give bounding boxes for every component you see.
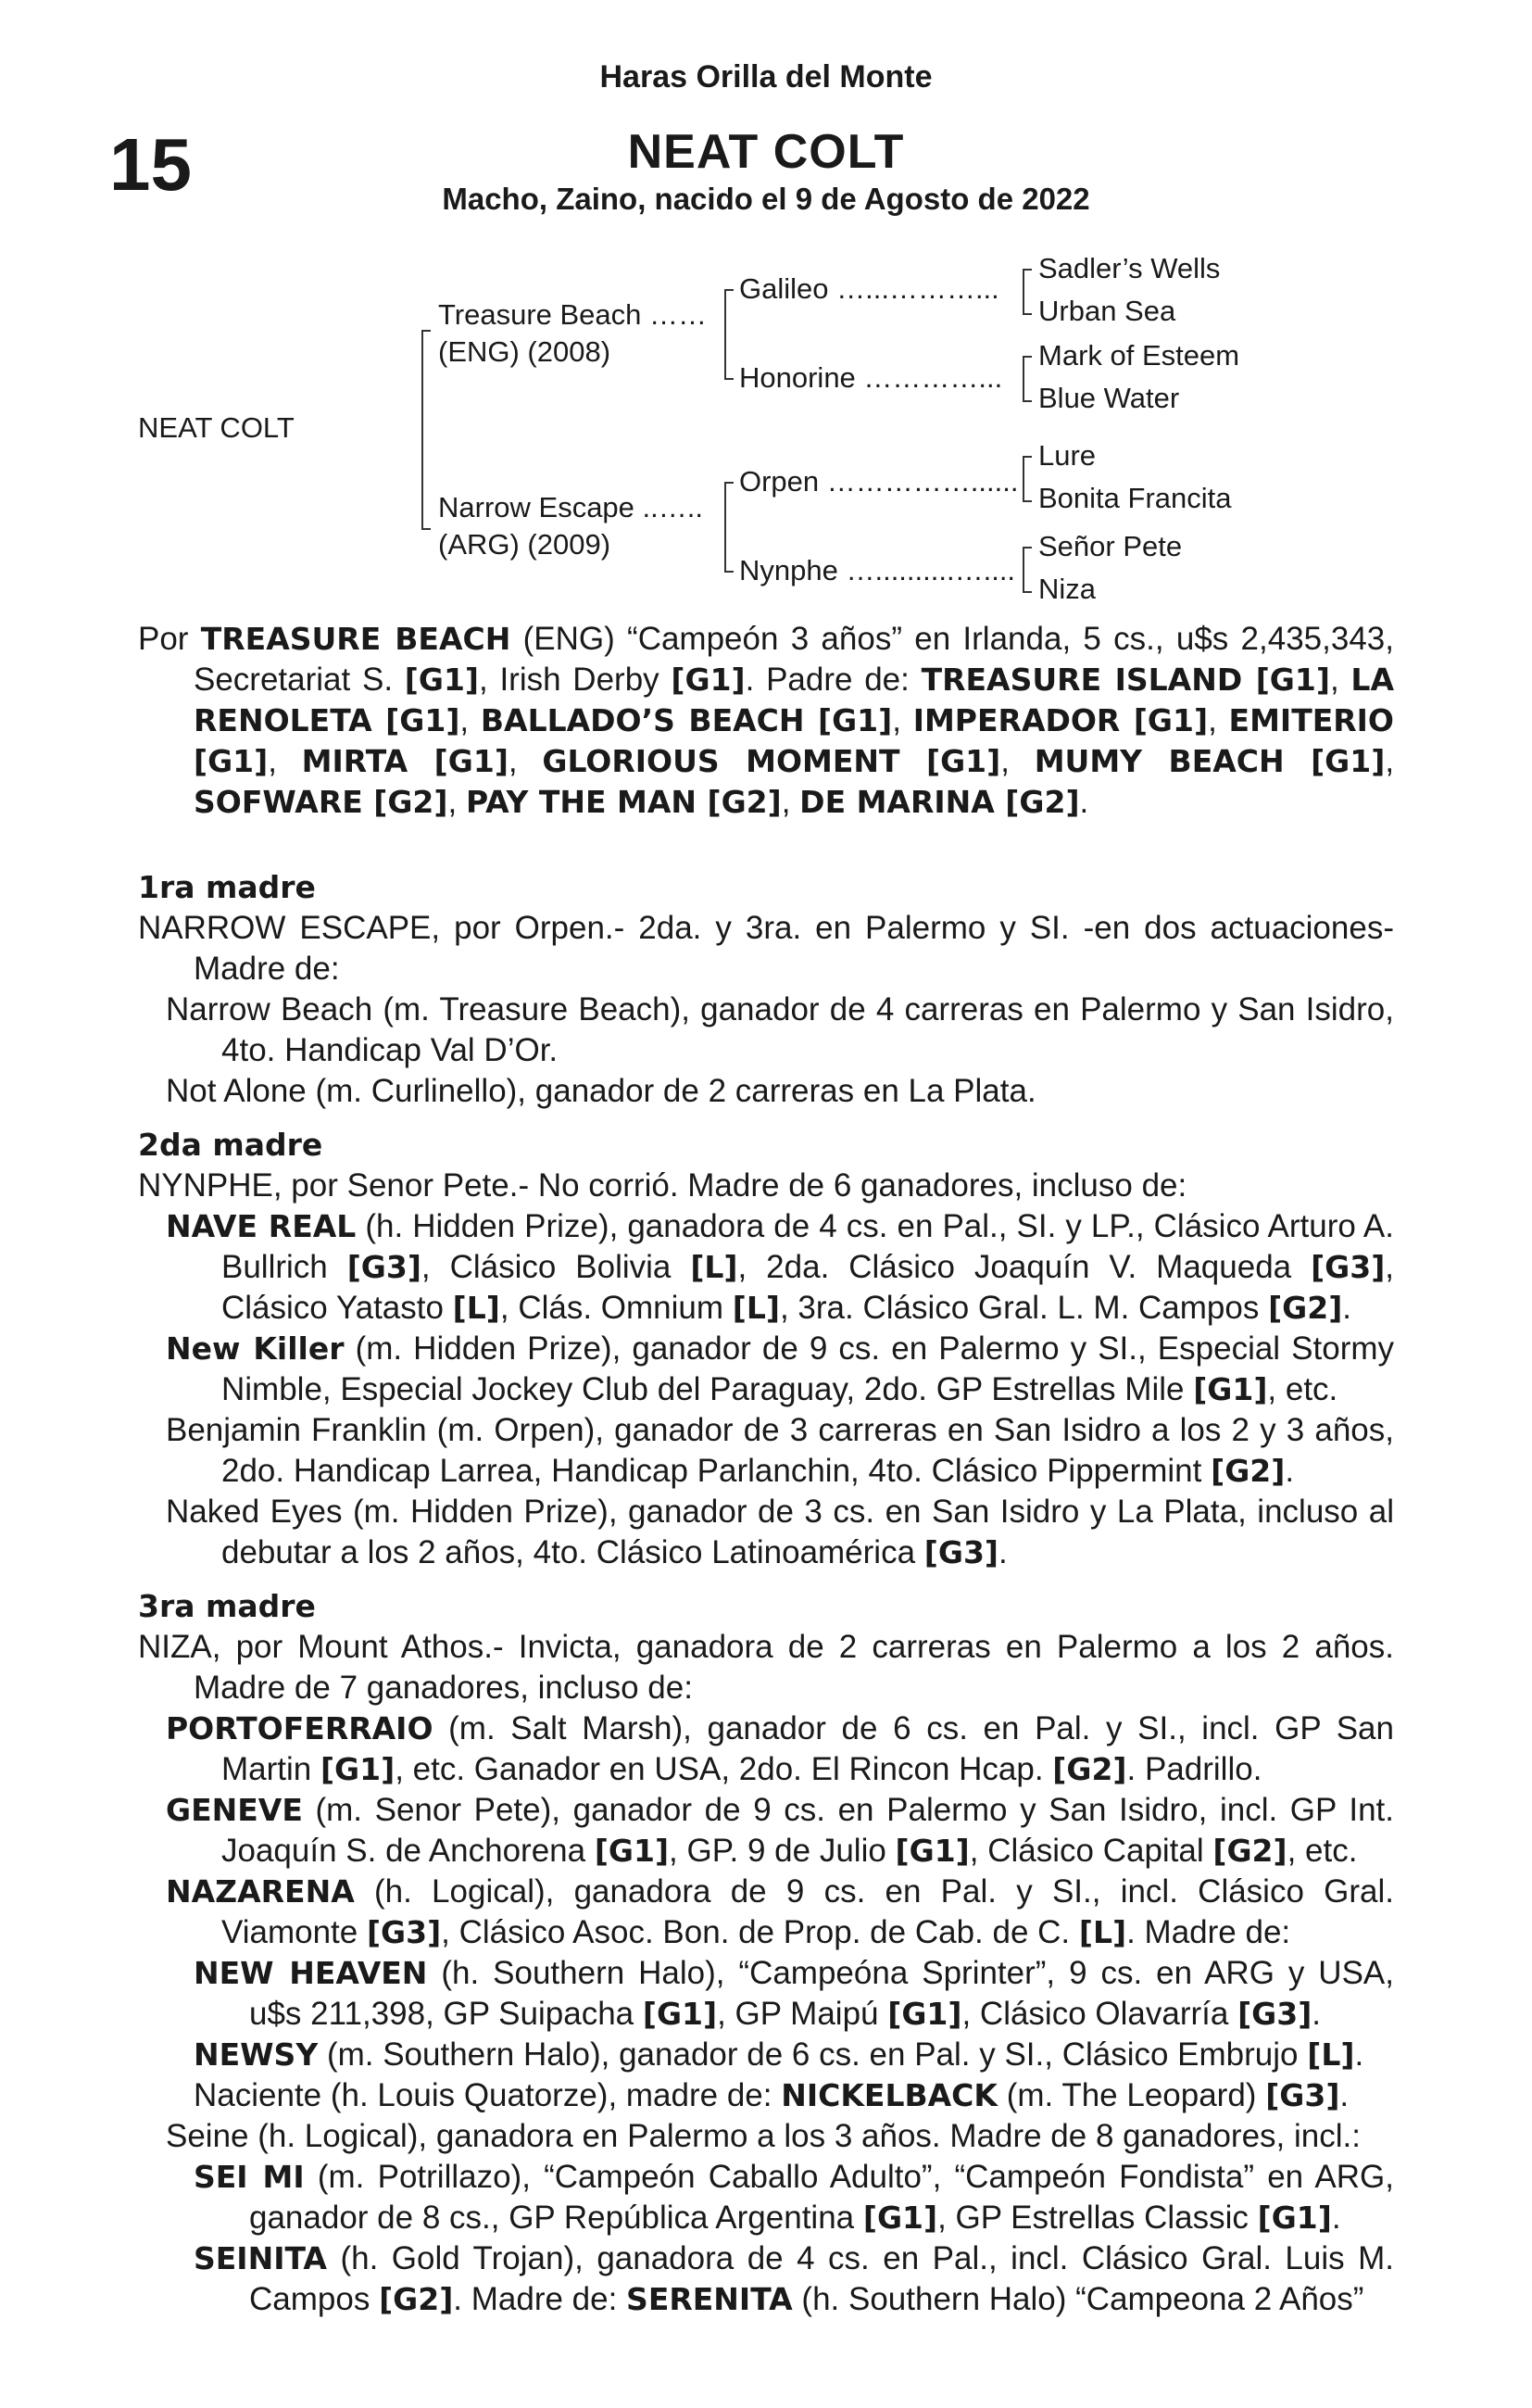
produce-entry: Narrow Beach (m. Treasure Beach), ganador de 4 carreras en Palermo y San Isidro, 4to. Handicap Val D’Or. [166, 991, 1394, 1068]
pedigree-bracket [1023, 356, 1032, 402]
pedigree-bracket [1023, 269, 1032, 315]
produce-entry: Seine (h. Logical), ganadora en Palermo a los 3 años. Madre de 8 ganadores, incl.: [166, 2118, 1361, 2154]
pedigree-ggp: Urban Sea [1038, 295, 1176, 327]
horse-subtitle: Macho, Zaino, nacido el 9 de Agosto de 2022 [442, 182, 1090, 216]
produce-entry: NEW HEAVEN (h. Southern Halo), “Campeóna Sprinter”, 9 cs. en ARG y USA, u$s 211,398, GP Suipacha [G1], GP Maipú [G1], Clásico Olavarría [G3]. [194, 1955, 1394, 2032]
second-dam-heading: 2da madre [138, 1127, 323, 1163]
produce-entry: NEWSY (m. Southern Halo), ganador de 6 cs. en Pal. y SI., Clásico Embrujo [L]. [194, 2036, 1364, 2073]
produce-entry: NAVE REAL (h. Hidden Prize), ganadora de 4 cs. en Pal., SI. y LP., Clásico Arturo A. Bullrich [G3], Clásico Bolivia [L], 2da. Clásico Joaquín V. Maqueda [G3], Clásico Yatasto [L], Clás. Omnium [L], 3ra. Clásico Gral. L. M. Campos [G2]. [166, 1208, 1395, 1326]
pedigree-dam-sire: Orpen ……………...... [739, 465, 1019, 498]
pedigree-bracket [724, 482, 734, 573]
third-dam-heading: 3ra madre [138, 1588, 316, 1624]
second-dam-intro: NYNPHE, por Senor Pete.- No corrió. Madre de 6 ganadores, incluso de: [138, 1167, 1187, 1204]
catalog-body [138, 619, 1394, 2320]
pedigree-ggp: Blue Water [1038, 382, 1180, 414]
produce-entry: NAZARENA (h. Logical), ganadora de 9 cs. en Pal. y SI., incl. Clásico Gral. Viamonte [G3], Clásico Asoc. Bon. de Prop. de Cab. de C. [L]. Madre de: [166, 1873, 1394, 1950]
produce-entry: New Killer (m. Hidden Prize), ganador de 9 cs. en Palermo y SI., Especial Stormy Nimble, Especial Jockey Club del Paraguay, 2do. GP Estrellas Mile [G1], etc. [166, 1330, 1395, 1407]
pedigree-ggp: Bonita Francita [1038, 482, 1232, 514]
pedigree-bracket [421, 330, 431, 530]
produce-entry: Naciente (h. Louis Quatorze), madre de: NICKELBACK (m. The Leopard) [G3]. [194, 2077, 1350, 2113]
produce-entry: Not Alone (m. Curlinello), ganador de 2 carreras en La Plata. [166, 1073, 1036, 1109]
produce-entry: Benjamin Franklin (m. Orpen), ganador de 3 carreras en San Isidro a los 2 y 3 años, 2do. Handicap Larrea, Handicap Parlanchin, 4to. Clásico Pippermint [G2]. [166, 1412, 1394, 1489]
pedigree-sire-origin: (ENG) (2008) [438, 335, 611, 368]
third-dam-intro: NIZA, por Mount Athos.- Invicta, ganadora de 2 carreras en Palermo a los 2 años. Madre de 7 ganadores, incluso de: [138, 1629, 1394, 1706]
produce-entry: Naked Eyes (m. Hidden Prize), ganador de 3 cs. en San Isidro y La Plata, incluso al debutar a los 2 años, 4to. Clásico Latinoamérica [G3]. [166, 1494, 1394, 1570]
pedigree-sire: Treasure Beach …… [438, 298, 708, 331]
pedigree-bracket [1023, 456, 1032, 502]
first-dam-heading: 1ra madre [138, 869, 316, 905]
pedigree-bracket [724, 289, 734, 380]
pedigree-ggp: Lure [1038, 439, 1097, 472]
pedigree-sire-sire: Galileo …...………... [739, 272, 999, 305]
produce-entry: SEI MI (m. Potrillazo), “Campeón Caballo Adulto”, “Campeón Fondista” en ARG, ganador de 8 cs., GP República Argentina [G1], GP Estrellas Classic [G1]. [194, 2159, 1394, 2236]
pedigree-subject: NEAT COLT [138, 411, 295, 444]
pedigree-dam: Narrow Escape ..….. [438, 491, 703, 523]
horse-name: NEAT COLT [627, 125, 905, 179]
produce-entry: PORTOFERRAIO (m. Salt Marsh), ganador de 6 cs. en Pal. y SI., incl. GP San Martin [G1], etc. Ganador en USA, 2do. El Rincon Hcap. [G2]. Padrillo. [166, 1710, 1394, 1787]
pedigree-bracket [1023, 547, 1032, 593]
pedigree-sire-dam: Honorine …………... [739, 361, 1003, 394]
pedigree-ggp: Niza [1038, 573, 1097, 605]
pedigree-ggp: Señor Pete [1038, 530, 1183, 562]
produce-entry: SEINITA (h. Gold Trojan), ganadora de 4 cs. en Pal., incl. Clásico Gral. Luis M. Campos [G2]. Madre de: SERENITA (h. Southern Halo) “Campeona 2 Años” [194, 2240, 1394, 2317]
lot-number: 15 [109, 123, 192, 206]
produce-entry: GENEVE (m. Senor Pete), ganador de 9 cs. en Palermo y San Isidro, incl. GP Int. Joaquín S. de Anchorena [G1], GP. 9 de Julio [G1], Clásico Capital [G2], etc. [166, 1792, 1394, 1869]
pedigree-dam-dam: Nynphe …..........….... [739, 554, 1016, 586]
pedigree-dam-origin: (ARG) (2009) [438, 528, 611, 561]
sire-paragraph: Por TREASURE BEACH (ENG) “Campeón 3 años” en Irlanda, 5 cs., u$s 2,435,343, Secretariat S. [G1], Irish Derby [G1]. Padre de: TREASURE ISLAND [G1], LA RENOLETA [G1], BALLADO’S BEACH [G1], IMPERADOR [G1], EMITERIO [G1], MIRTA [G1], GLORIOUS MOMENT [G1], MUMY BEACH [G1], SOFWARE [G2], PAY THE MAN [G2], DE MARINA [G2]. [138, 621, 1395, 820]
breeder-name: Haras Orilla del Monte [599, 59, 933, 95]
pedigree-ggp: Sadler’s Wells [1038, 252, 1221, 284]
pedigree-ggp: Mark of Esteem [1038, 339, 1240, 372]
first-dam-intro: NARROW ESCAPE, por Orpen.- 2da. y 3ra. en Palermo y SI. -en dos actuaciones- Madre de: [138, 910, 1394, 987]
